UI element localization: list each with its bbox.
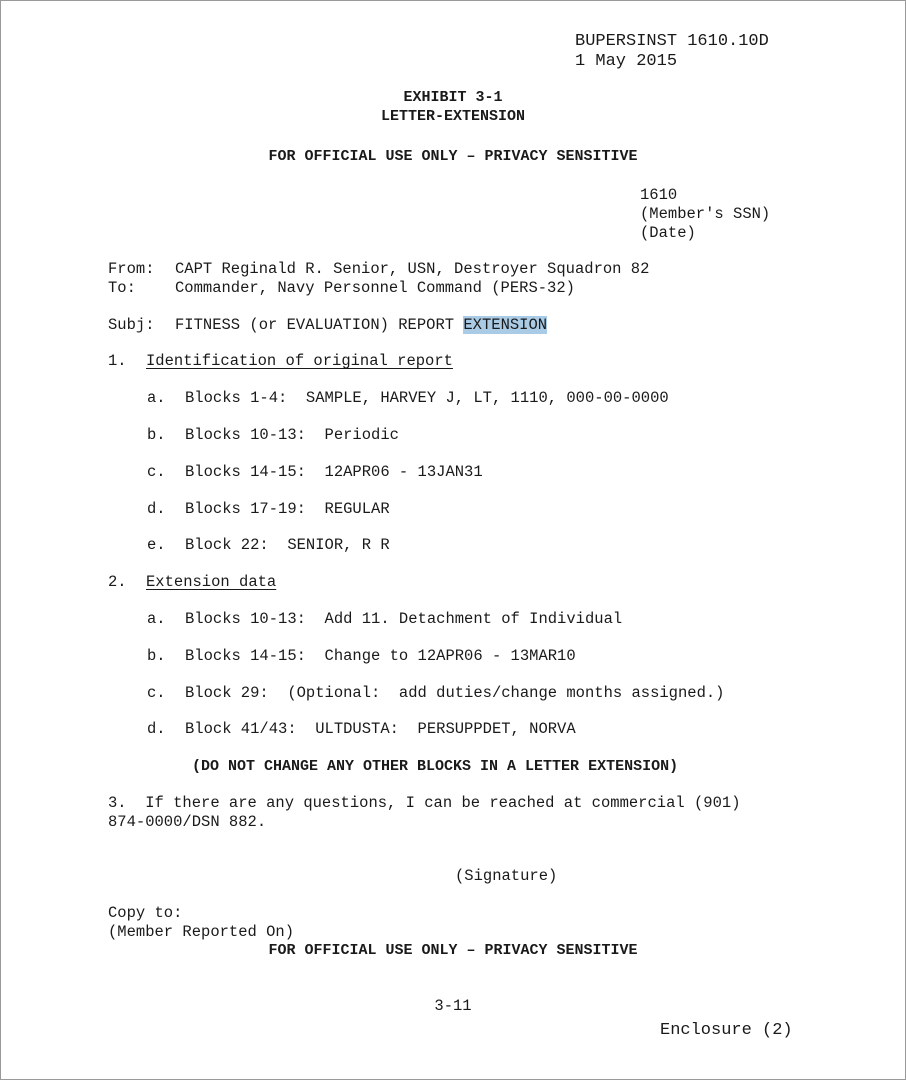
list-item-letter: e. <box>147 536 166 554</box>
subj-line <box>175 316 547 335</box>
list-item-letter: c. <box>147 684 166 702</box>
list-item-letter: d. <box>147 720 166 738</box>
list-item: Block 22: SENIOR, R R <box>185 536 390 554</box>
list-item: Blocks 10-13: Periodic <box>185 426 399 444</box>
extension-notice: (DO NOT CHANGE ANY OTHER BLOCKS IN A LETTER EXTENSION) <box>192 758 679 775</box>
page-number: 3-11 <box>434 997 472 1015</box>
section1-heading: Identification of original report <box>146 352 453 370</box>
classification-bottom: FOR OFFICIAL USE ONLY – PRIVACY SENSITIVE <box>268 942 638 959</box>
list-item-letter: c. <box>147 463 166 481</box>
ssic: 1610 <box>640 186 678 204</box>
section2-number: 2. <box>108 573 127 591</box>
to-value: Commander, Navy Personnel Command (PERS-32) <box>175 279 575 297</box>
from-label: From: <box>108 260 155 278</box>
instruction-number: BUPERSINST 1610.10D <box>575 32 769 51</box>
copy-to-value: (Member Reported On) <box>108 923 295 941</box>
section1-number: 1. <box>108 352 127 370</box>
list-item: Block 29: (Optional: add duties/change months assigned.) <box>185 684 725 702</box>
signature: (Signature) <box>455 867 558 885</box>
section2-heading: Extension data <box>146 573 277 591</box>
exhibit-subtitle: LETTER-EXTENSION <box>380 108 526 125</box>
list-item: Blocks 10-13: Add 11. Detachment of Individual <box>185 610 623 628</box>
list-item-letter: b. <box>147 426 166 444</box>
list-item: Blocks 14-15: 12APR06 - 13JAN31 <box>185 463 483 481</box>
subj-text: FITNESS (or EVALUATION) REPORT <box>175 316 455 334</box>
enclosure-label: Enclosure (2) <box>660 1021 793 1040</box>
subj-highlight: EXTENSION <box>463 316 548 334</box>
to-label: To: <box>108 279 136 297</box>
instruction-date: 1 May 2015 <box>575 52 678 71</box>
letter-date: (Date) <box>640 224 696 242</box>
list-item-letter: a. <box>147 389 166 407</box>
classification-top: FOR OFFICIAL USE ONLY – PRIVACY SENSITIVE <box>268 148 638 165</box>
from-value: CAPT Reginald R. Senior, USN, Destroyer Squadron 82 <box>175 260 650 278</box>
list-item-letter: d. <box>147 500 166 518</box>
exhibit-title: EXHIBIT 3-1 <box>403 89 503 106</box>
member-ssn: (Member's SSN) <box>640 205 771 223</box>
section3-line2: 874-0000/DSN 882. <box>108 813 267 831</box>
list-item: Block 41/43: ULTDUSTA: PERSUPPDET, NORVA <box>185 720 576 738</box>
copy-to-label: Copy to: <box>108 904 183 922</box>
list-item: Blocks 17-19: REGULAR <box>185 500 390 518</box>
list-item-letter: b. <box>147 647 166 665</box>
list-item: Blocks 14-15: Change to 12APR06 - 13MAR10 <box>185 647 576 665</box>
list-item-letter: a. <box>147 610 166 628</box>
section3-line1: 3. If there are any questions, I can be reached at commercial (901) <box>108 794 741 812</box>
list-item: Blocks 1-4: SAMPLE, HARVEY J, LT, 1110, 000-00-0000 <box>185 389 669 407</box>
subj-label: Subj: <box>108 316 155 334</box>
